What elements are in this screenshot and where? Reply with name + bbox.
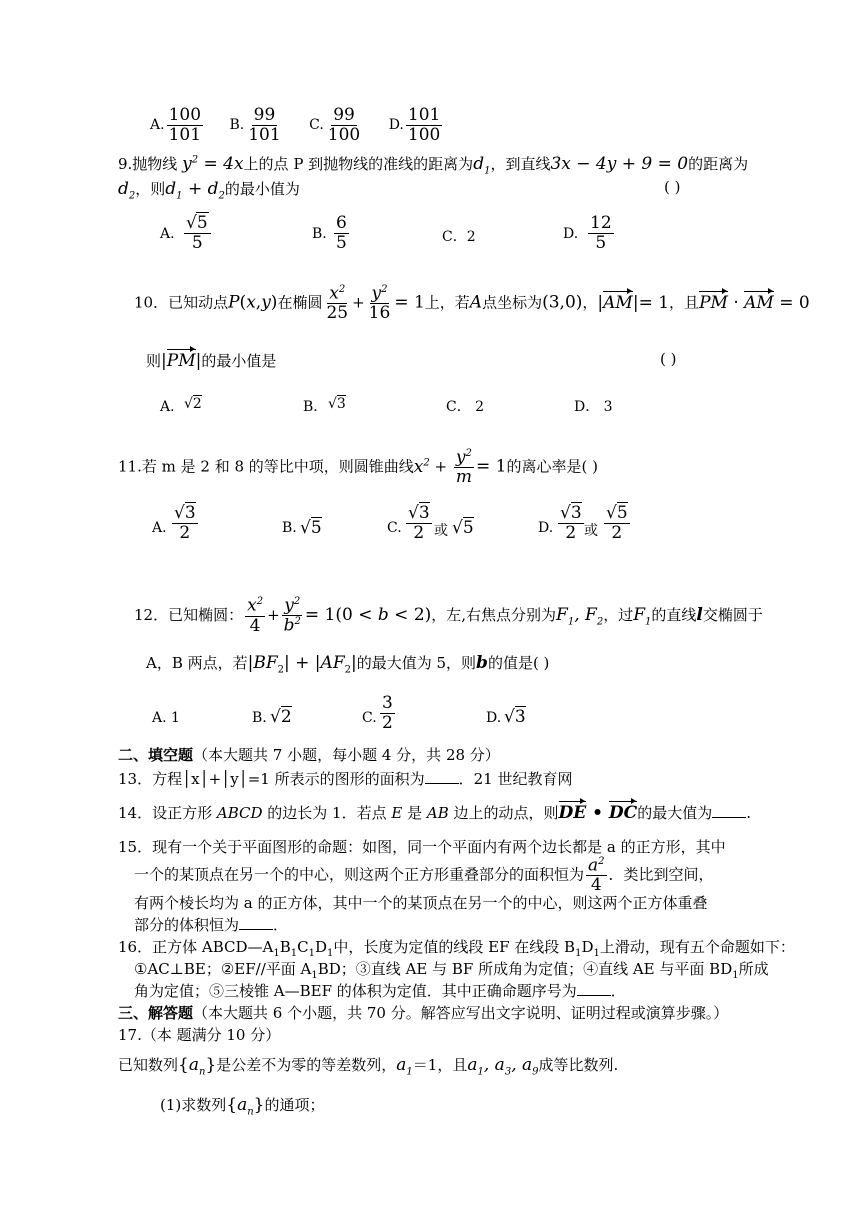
- q8-a-numerator: 100: [168, 105, 202, 125]
- q15-line4: 部分的体积恒为 ．: [134, 916, 289, 934]
- q17-line1: 已知数列$\{a_n\}$是公差不为零的等差数列，$a_1=1$，且$a_1$, $a_3$, $a_9$成等比数列.: [118, 1055, 619, 1078]
- q16-line2: ①AC⊥BE；②EF//平面 $A_1BD$；③直线 AE 与 BF 所成角为定值；④直线 AE 与平面 $BD_1$所成: [134, 960, 769, 981]
- q13: 13．方程│x│+│y│=1 所表示的图形的面积为 ．21 世纪教育网: [118, 770, 573, 788]
- q10-line2: 则|PM|的最小值是: [146, 351, 277, 371]
- q8-option-a-label: A.: [150, 117, 165, 134]
- q8-option-b-label: B.: [229, 117, 245, 134]
- q8-b-numerator: 99: [253, 105, 276, 125]
- q8-a-denominator: 101: [168, 124, 202, 145]
- q8-d-numerator: 101: [407, 105, 441, 125]
- q12-line2: A，B 两点，若$|BF_2| + |AF_2|$的最大值为 5，则b的值是( ): [146, 653, 550, 676]
- ellipse-x-term: $\frac{x^2}{25}$: [326, 283, 349, 324]
- q10-answer-paren: ( ): [660, 350, 677, 368]
- q15-line1: 15．现有一个关于平面图形的命题：如图，同一个平面内有两个边长都是 a 的正方形，其中: [118, 838, 726, 856]
- q9-line2: $d_2$，则$d_1 + d_2$的最小值为: [118, 179, 300, 202]
- q16-line3: 角为定值；⑤三棱锥 A—BEF 的体积为定值．其中正确命题序号为 ．: [134, 982, 626, 1000]
- q10-line1: 10．已知动点P(x,y)在椭圆 $\frac{x^2}{25}$ + $\frac{y^2}{16}$ = 1上，若A点坐标为(3,0)，|AM|= 1，且PM · AM = 0: [134, 283, 810, 324]
- q9-answer-paren: ( ): [664, 178, 681, 196]
- q12-line1: 12．已知椭圆： $\frac{x^2}{4}$ + $\frac{y^2}{b^2}$ = 1(0 < b < 2)，左,右焦点分别为$F_1$, $F_2$，过$F_1$的直线l交椭圆于: [134, 595, 763, 636]
- parabola-equation: $y^2 = 4x$: [182, 154, 244, 174]
- q14: 14．设正方形 ABCD 的边长为 1．若点 E 是 AB 边上的动点，则DE • DC的最大值为 .: [118, 803, 751, 823]
- q11-line1: 11.若 m 是 2 和 8 的等比中项，则圆锥曲线$x^2$ + $\frac{y^2}{m}$ = 1的离心率是( ): [118, 447, 598, 488]
- q11-options: A. $\frac{√3}{2}$ B. √5 C. $\frac{√3}{2}$ 或 √5 D. $\frac{√3}{2}$ 或 $\frac{√5}{2}$: [152, 503, 628, 543]
- q8-d-denominator: 100: [407, 124, 441, 145]
- q8-c-numerator: 99: [333, 105, 355, 125]
- q8-option-d-label: D.: [388, 117, 404, 134]
- q17-head: 17.（本 题满分 10 分）: [118, 1026, 281, 1044]
- q12-options: A. 1 B. √2 C. $\frac{3}{2}$ D. √3: [152, 693, 526, 733]
- q9-options: A. $\frac{√5}{5}$ B. $\frac{6}{5}$ C．2 D. $\frac{12}{5}$: [160, 213, 612, 253]
- q15-line2: 一个的某顶点在另一个的中心，则这两个正方形重叠部分的面积恒为 $\frac{a^2}{4}$ ．类比到空间，: [134, 855, 714, 896]
- q8-c-denominator: 100: [327, 124, 361, 145]
- section3-heading: 三、解答题（本大题共 6 个小题，共 70 分。解答应写出文字说明、证明过程或演算步骤。）: [118, 1004, 729, 1022]
- q15-line3: 有两个棱长均为 a 的正方体，其中一个的某顶点在另一个的中心，则这两个正方体重叠: [134, 894, 708, 912]
- q16-line1: 16．正方体 $ABCD—A_1B_1C_1D_1$中，长度为定值的线段 EF 在线段 $B_1D_1$上滑动，现有五个命题如下：: [118, 938, 795, 959]
- q8-b-denominator: 101: [248, 124, 281, 145]
- line-equation: 3x − 4y + 9 = 0: [550, 154, 689, 174]
- ellipse-y-term: $\frac{y^2}{16}$: [368, 283, 391, 324]
- q8-options: [150, 106, 444, 144]
- section2-heading: 二、填空题（本大题共 7 小题，每小题 4 分，共 28 分）: [118, 746, 500, 764]
- q9-line1: 9.抛物线 $y^2 = 4x$上的点 P 到抛物线的准线的距离为$d_1$，到直线3x − 4y + 9 = 0的距离为: [118, 154, 749, 177]
- q8-option-c-label: C.: [309, 117, 324, 134]
- q17-line2: (1)求数列$\{a_n\}$的通项；: [160, 1095, 325, 1118]
